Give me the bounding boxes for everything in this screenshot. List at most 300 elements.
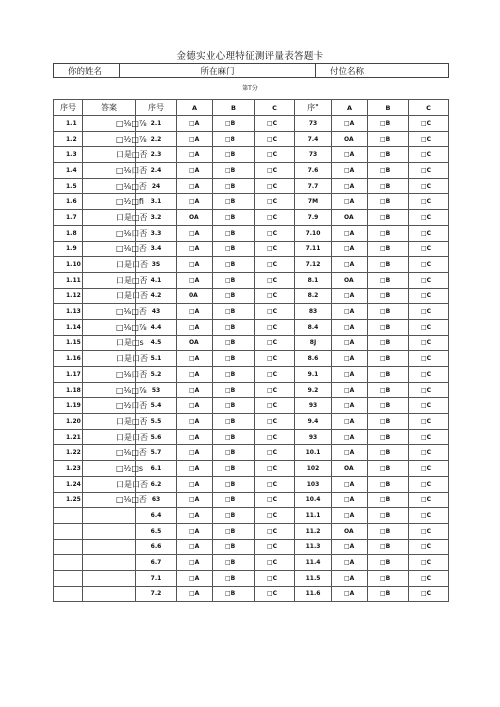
option-c[interactable]: □C <box>255 508 295 524</box>
seq-cell <box>54 586 83 602</box>
option-c[interactable]: □C <box>255 492 295 508</box>
seq-cell: 6.7 <box>136 555 177 571</box>
option-a[interactable]: □A <box>332 116 368 132</box>
option-b[interactable]: □B <box>213 194 255 210</box>
sheet-title: 金德实业心理特征测评量表答题卡 <box>176 51 324 62</box>
option-a[interactable]: OA <box>332 210 368 226</box>
option-c[interactable]: □C <box>409 319 449 335</box>
answer-cell[interactable]: □⅛□否 <box>83 178 136 194</box>
answer-cell <box>83 508 136 524</box>
option-c[interactable]: □C <box>409 523 449 539</box>
option-b[interactable]: □B <box>368 476 409 492</box>
answer-cell[interactable]: □⅛□⅞ <box>83 116 136 132</box>
option-a[interactable]: □A <box>177 492 213 508</box>
option-b[interactable]: □B <box>368 523 409 539</box>
option-c[interactable]: □C <box>409 429 449 445</box>
seq-cell: 1.22 <box>54 445 83 461</box>
option-a[interactable]: □A <box>332 257 368 273</box>
option-b[interactable]: □B <box>213 476 255 492</box>
option-b[interactable]: □B <box>368 398 409 414</box>
answer-cell[interactable]: □⅛□⅞ <box>83 382 136 398</box>
answer-cell[interactable]: □½口否 <box>83 398 136 414</box>
option-b[interactable]: □B <box>213 398 255 414</box>
option-b[interactable]: □B <box>368 272 409 288</box>
table-row <box>54 555 449 571</box>
option-c[interactable]: □C <box>409 335 449 351</box>
seq-cell: 4.5 <box>136 335 177 351</box>
option-c[interactable]: □C <box>255 570 295 586</box>
info-table <box>53 63 449 78</box>
option-a[interactable]: OA <box>177 335 213 351</box>
seq-cell: 7.11 <box>295 241 332 257</box>
option-b[interactable]: □8 <box>213 131 255 147</box>
option-a[interactable]: □A <box>177 272 213 288</box>
option-a[interactable]: □A <box>177 382 213 398</box>
option-c[interactable]: □C <box>255 429 295 445</box>
option-b[interactable]: □B <box>213 147 255 163</box>
option-a[interactable]: □A <box>332 178 368 194</box>
answer-cell[interactable]: □⅛口否 <box>83 367 136 383</box>
option-c[interactable]: □C <box>409 210 449 226</box>
seq-cell: 3.1 <box>136 194 177 210</box>
seq-cell: 11.4 <box>295 555 332 571</box>
option-c[interactable]: □C <box>255 288 295 304</box>
option-c[interactable]: □C <box>409 398 449 414</box>
option-a[interactable]: □A <box>332 147 368 163</box>
option-a[interactable]: □A <box>332 492 368 508</box>
seq-cell: 2.1 <box>136 116 177 132</box>
seq-cell: 7.6 <box>295 163 332 179</box>
option-c[interactable]: □C <box>409 116 449 132</box>
seq-cell: 9.4 <box>295 414 332 430</box>
option-a[interactable]: □A <box>332 194 368 210</box>
answer-cell[interactable]: □⅛□否 <box>83 241 136 257</box>
option-a[interactable]: □A <box>177 116 213 132</box>
header-row <box>54 100 449 116</box>
option-b[interactable]: □B <box>213 382 255 398</box>
option-b[interactable]: □B <box>368 492 409 508</box>
option-a[interactable]: □A <box>332 335 368 351</box>
option-a[interactable]: □A <box>177 445 213 461</box>
option-b[interactable]: □B <box>368 445 409 461</box>
option-b[interactable]: □B <box>213 319 255 335</box>
option-c[interactable]: □C <box>409 476 449 492</box>
option-a[interactable]: □A <box>177 194 213 210</box>
option-b[interactable]: □B <box>213 555 255 571</box>
option-a[interactable]: □A <box>177 570 213 586</box>
answer-cell[interactable]: □⅛□否 <box>83 445 136 461</box>
option-b[interactable]: □B <box>368 288 409 304</box>
option-c[interactable]: □C <box>409 194 449 210</box>
seq-cell: 7.9 <box>295 210 332 226</box>
option-a[interactable]: □A <box>332 382 368 398</box>
option-c[interactable]: □C <box>409 555 449 571</box>
option-c[interactable]: □C <box>255 398 295 414</box>
option-c[interactable]: □C <box>409 570 449 586</box>
seq-cell: 93 <box>295 429 332 445</box>
seq-cell: 1.3 <box>54 147 83 163</box>
option-b[interactable]: □B <box>368 461 409 477</box>
option-b[interactable]: □B <box>213 367 255 383</box>
option-c[interactable]: □C <box>255 178 295 194</box>
option-b[interactable]: □B <box>213 445 255 461</box>
option-a[interactable]: □A <box>332 304 368 320</box>
table-row <box>54 367 449 383</box>
option-a[interactable]: □A <box>332 570 368 586</box>
answer-cell[interactable]: 口是□否 <box>83 210 136 226</box>
answer-cell[interactable]: 口是口否 <box>83 257 136 273</box>
seq-cell: 6.2 <box>136 476 177 492</box>
option-c[interactable]: □C <box>409 147 449 163</box>
option-a[interactable]: □A <box>332 367 368 383</box>
option-c[interactable]: □C <box>409 272 449 288</box>
seq-cell: 1.23 <box>54 461 83 477</box>
option-b[interactable]: □B <box>213 429 255 445</box>
answer-cell[interactable]: 口是□否 <box>83 147 136 163</box>
seq-cell: 102 <box>295 461 332 477</box>
seq-cell: 83 <box>295 304 332 320</box>
option-a[interactable]: □A <box>332 398 368 414</box>
table-row <box>54 414 449 430</box>
option-a[interactable]: □A <box>177 461 213 477</box>
option-a[interactable]: OA <box>177 210 213 226</box>
option-b[interactable]: □B <box>368 131 409 147</box>
option-b[interactable]: □B <box>213 523 255 539</box>
option-c[interactable]: □C <box>255 476 295 492</box>
seq-cell: 3S <box>136 257 177 273</box>
option-c[interactable]: □C <box>255 304 295 320</box>
table-row <box>54 429 449 445</box>
table-row <box>54 272 449 288</box>
answer-cell[interactable]: 口是口否 <box>83 429 136 445</box>
option-a[interactable]: OA <box>332 523 368 539</box>
option-b[interactable]: □B <box>368 241 409 257</box>
option-b[interactable]: □B <box>213 288 255 304</box>
seq-cell: 73 <box>295 116 332 132</box>
option-b[interactable]: □B <box>368 257 409 273</box>
option-b[interactable]: □B <box>368 225 409 241</box>
option-a[interactable]: □A <box>177 241 213 257</box>
department-field[interactable]: 所在麻门 <box>120 64 316 78</box>
seq-cell: 11.5 <box>295 570 332 586</box>
header-answer: 答案 <box>83 100 136 116</box>
option-b[interactable]: □B <box>368 335 409 351</box>
seq-cell: 7.7 <box>295 178 332 194</box>
answer-cell[interactable]: □⅛□⅞ <box>83 319 136 335</box>
option-c[interactable]: □C <box>409 539 449 555</box>
header-seq-3: 序" <box>295 100 332 116</box>
header-a-2: A <box>332 100 368 116</box>
seq-cell: 24 <box>136 178 177 194</box>
option-c[interactable]: □C <box>409 257 449 273</box>
table-row <box>54 539 449 555</box>
option-b[interactable]: □B <box>368 508 409 524</box>
seq-cell: 5.1 <box>136 351 177 367</box>
header-b-2: B <box>368 100 409 116</box>
option-b[interactable]: □B <box>368 194 409 210</box>
seq-cell: 9.2 <box>295 382 332 398</box>
option-b[interactable]: □B <box>213 351 255 367</box>
option-a[interactable]: □A <box>177 147 213 163</box>
seq-cell: 6.1 <box>136 461 177 477</box>
option-c[interactable]: □C <box>255 414 295 430</box>
seq-cell: 5.7 <box>136 445 177 461</box>
option-b[interactable]: □B <box>368 367 409 383</box>
option-c[interactable]: □C <box>409 382 449 398</box>
option-a[interactable]: □A <box>332 586 368 602</box>
option-b[interactable]: □B <box>368 382 409 398</box>
seq-cell: 1.19 <box>54 398 83 414</box>
seq-cell: 8.6 <box>295 351 332 367</box>
option-c[interactable]: □C <box>255 367 295 383</box>
header-seq-2: 序号 <box>136 100 177 116</box>
option-a[interactable]: OA <box>332 272 368 288</box>
option-a[interactable]: □A <box>177 163 213 179</box>
seq-cell: 2.3 <box>136 147 177 163</box>
option-a[interactable]: □A <box>332 288 368 304</box>
option-a[interactable]: □A <box>177 398 213 414</box>
option-c[interactable]: □C <box>255 241 295 257</box>
option-c[interactable]: □C <box>255 163 295 179</box>
table-row <box>54 319 449 335</box>
option-a[interactable]: □A <box>332 414 368 430</box>
option-b[interactable]: □B <box>368 414 409 430</box>
option-c[interactable]: □C <box>409 492 449 508</box>
option-c[interactable]: □C <box>409 445 449 461</box>
option-a[interactable]: □A <box>332 351 368 367</box>
option-b[interactable]: □B <box>213 508 255 524</box>
seq-cell: 7.4 <box>295 131 332 147</box>
option-b[interactable]: □B <box>213 163 255 179</box>
option-b[interactable]: □B <box>368 319 409 335</box>
header-seq: 序号 <box>54 100 83 116</box>
answer-cell[interactable]: □½□s <box>83 461 136 477</box>
option-b[interactable]: □B <box>213 539 255 555</box>
option-c[interactable]: □C <box>255 210 295 226</box>
option-c[interactable]: □C <box>255 382 295 398</box>
answer-cell[interactable]: 口是□s <box>83 335 136 351</box>
option-b[interactable]: □B <box>368 178 409 194</box>
option-b[interactable]: □B <box>368 429 409 445</box>
seq-cell: 8.2 <box>295 288 332 304</box>
seq-cell: 8.4 <box>295 319 332 335</box>
option-b[interactable]: □B <box>368 555 409 571</box>
option-c[interactable]: □C <box>409 131 449 147</box>
option-a[interactable]: □A <box>332 241 368 257</box>
option-c[interactable]: □C <box>409 178 449 194</box>
option-c[interactable]: □C <box>409 163 449 179</box>
header-c: C <box>255 100 295 116</box>
header-b: B <box>213 100 255 116</box>
option-a[interactable]: □A <box>177 476 213 492</box>
table-row <box>54 147 449 163</box>
seq-cell: 7M <box>295 194 332 210</box>
option-a[interactable]: □A <box>332 319 368 335</box>
option-c[interactable]: □C <box>255 586 295 602</box>
option-c[interactable]: □C <box>255 351 295 367</box>
answer-cell[interactable]: □⅛□否 <box>83 492 136 508</box>
seq-cell: 9.1 <box>295 367 332 383</box>
option-a[interactable]: □A <box>177 225 213 241</box>
option-b[interactable]: □B <box>213 210 255 226</box>
option-c[interactable]: □C <box>255 225 295 241</box>
option-a[interactable]: OA <box>332 131 368 147</box>
seq-cell: 1.14 <box>54 319 83 335</box>
option-c[interactable]: □C <box>255 335 295 351</box>
option-a[interactable]: □A <box>177 586 213 602</box>
table-row <box>54 461 449 477</box>
seq-cell: 1.18 <box>54 382 83 398</box>
option-a[interactable]: □A <box>177 539 213 555</box>
option-c[interactable]: □C <box>409 367 449 383</box>
option-c[interactable]: □C <box>409 461 449 477</box>
seq-cell: 8J <box>295 335 332 351</box>
option-a[interactable]: 0A <box>177 288 213 304</box>
seq-cell: 11.6 <box>295 586 332 602</box>
option-b[interactable]: □B <box>213 335 255 351</box>
option-b[interactable]: □B <box>213 461 255 477</box>
option-a[interactable]: □A <box>177 367 213 383</box>
option-c[interactable]: □C <box>409 288 449 304</box>
option-a[interactable]: OA <box>332 461 368 477</box>
option-c[interactable]: □C <box>255 131 295 147</box>
option-a[interactable]: □A <box>332 225 368 241</box>
seq-cell: 11.2 <box>295 523 332 539</box>
option-a[interactable]: □A <box>177 414 213 430</box>
option-c[interactable]: □C <box>255 319 295 335</box>
option-c[interactable]: □C <box>409 351 449 367</box>
table-row <box>54 116 449 132</box>
option-b[interactable]: □B <box>368 116 409 132</box>
option-c[interactable]: □C <box>255 523 295 539</box>
option-a[interactable]: □A <box>332 429 368 445</box>
header-a: A <box>177 100 213 116</box>
option-b[interactable]: □B <box>213 225 255 241</box>
answer-cell[interactable]: □½□⅞ <box>83 131 136 147</box>
table-row <box>54 131 449 147</box>
option-a[interactable]: □A <box>177 257 213 273</box>
seq-cell: 93 <box>295 398 332 414</box>
option-b[interactable]: □B <box>213 586 255 602</box>
option-a[interactable]: □A <box>332 555 368 571</box>
option-c[interactable]: □C <box>409 241 449 257</box>
seq-cell: 10.4 <box>295 492 332 508</box>
option-c[interactable]: □C <box>409 304 449 320</box>
option-b[interactable]: □B <box>213 304 255 320</box>
option-b[interactable]: □B <box>213 570 255 586</box>
option-c[interactable]: □C <box>409 414 449 430</box>
option-a[interactable]: □A <box>177 304 213 320</box>
option-a[interactable]: □A <box>177 523 213 539</box>
seq-cell: 4.1 <box>136 272 177 288</box>
option-a[interactable]: □A <box>332 539 368 555</box>
option-c[interactable]: □C <box>255 539 295 555</box>
option-b[interactable]: □B <box>213 414 255 430</box>
option-b[interactable]: □B <box>213 241 255 257</box>
name-field[interactable]: 你的姓名 <box>54 64 120 78</box>
table-row <box>54 570 449 586</box>
option-b[interactable]: □B <box>213 116 255 132</box>
answer-cell[interactable]: □⅛□否 <box>83 304 136 320</box>
option-c[interactable]: □C <box>255 555 295 571</box>
seq-cell: 7.10 <box>295 225 332 241</box>
table-row <box>54 508 449 524</box>
option-a[interactable]: □A <box>177 131 213 147</box>
option-b[interactable]: □B <box>213 257 255 273</box>
answer-cell <box>83 523 136 539</box>
option-a[interactable]: □A <box>177 508 213 524</box>
option-b[interactable]: □B <box>368 304 409 320</box>
seq-cell: 1.11 <box>54 272 83 288</box>
answer-cell[interactable]: □⅛口否 <box>83 163 136 179</box>
option-a[interactable]: □A <box>332 476 368 492</box>
option-b[interactable]: □B <box>368 351 409 367</box>
answer-grid <box>53 99 449 602</box>
option-a[interactable]: □A <box>177 351 213 367</box>
option-c[interactable]: □C <box>255 116 295 132</box>
option-b[interactable]: □B <box>368 163 409 179</box>
answer-cell[interactable]: 口是□否 <box>83 414 136 430</box>
option-a[interactable]: □A <box>177 319 213 335</box>
option-b[interactable]: □B <box>368 570 409 586</box>
seq-cell <box>54 523 83 539</box>
seq-cell: 1.12 <box>54 288 83 304</box>
seq-cell: 2.4 <box>136 163 177 179</box>
option-b[interactable]: □B <box>368 210 409 226</box>
answer-cell[interactable]: 口是口否 <box>83 288 136 304</box>
answer-cell[interactable]: □⅛口否 <box>83 225 136 241</box>
table-row <box>54 304 449 320</box>
option-a[interactable]: □A <box>332 163 368 179</box>
option-c[interactable]: □C <box>255 272 295 288</box>
option-a[interactable]: □A <box>332 445 368 461</box>
option-a[interactable]: □A <box>177 429 213 445</box>
option-b[interactable]: □B <box>368 539 409 555</box>
answer-cell <box>83 539 136 555</box>
option-c[interactable]: □C <box>255 445 295 461</box>
section-label: 第T分 <box>242 85 258 92</box>
position-field[interactable]: 付位名称 <box>316 64 449 78</box>
seq-cell: 3.2 <box>136 210 177 226</box>
answer-cell[interactable]: □½□fi <box>83 194 136 210</box>
option-a[interactable]: □A <box>177 555 213 571</box>
seq-cell: 1.6 <box>54 194 83 210</box>
seq-cell: 73 <box>295 147 332 163</box>
option-c[interactable]: □C <box>255 461 295 477</box>
option-c[interactable]: □C <box>409 225 449 241</box>
option-a[interactable]: □A <box>332 508 368 524</box>
option-b[interactable]: □B <box>213 178 255 194</box>
answer-cell[interactable]: 口是口否 <box>83 351 136 367</box>
option-b[interactable]: □B <box>213 272 255 288</box>
answer-cell[interactable]: 口是口否 <box>83 476 136 492</box>
option-b[interactable]: □B <box>213 492 255 508</box>
option-c[interactable]: □C <box>409 508 449 524</box>
option-a[interactable]: □A <box>177 178 213 194</box>
option-c[interactable]: □C <box>255 147 295 163</box>
table-row <box>54 398 449 414</box>
seq-cell: 4.4 <box>136 319 177 335</box>
option-c[interactable]: □C <box>255 194 295 210</box>
answer-cell[interactable]: 口是□否 <box>83 272 136 288</box>
option-c[interactable]: □C <box>409 586 449 602</box>
table-row <box>54 288 449 304</box>
option-b[interactable]: □B <box>368 147 409 163</box>
table-row <box>54 351 449 367</box>
option-c[interactable]: □C <box>255 257 295 273</box>
option-b[interactable]: □B <box>368 586 409 602</box>
table-row <box>54 492 449 508</box>
